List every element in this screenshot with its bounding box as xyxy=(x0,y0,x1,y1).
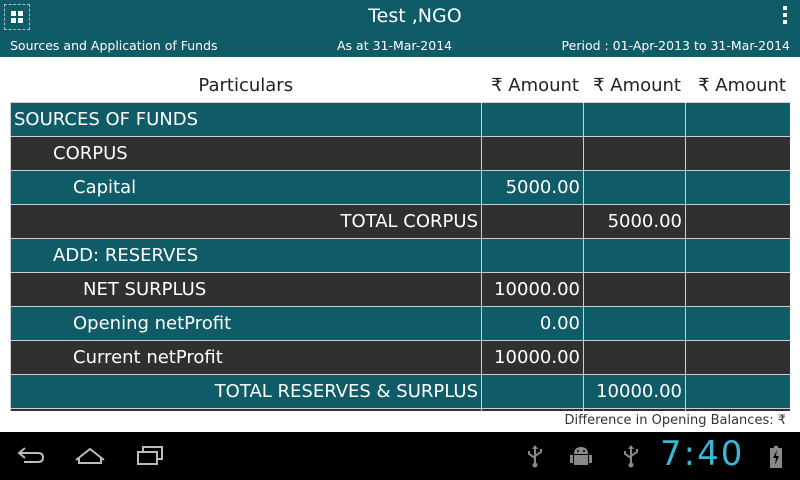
row-label: CORPUS xyxy=(11,137,482,171)
amount-cell xyxy=(584,137,686,171)
table-row[interactable] xyxy=(11,103,791,137)
amount-cell: 10000.00 xyxy=(482,341,584,375)
amount-cell xyxy=(482,239,584,273)
amount-cell xyxy=(482,137,584,171)
funds-table xyxy=(10,68,790,411)
recent-apps-icon[interactable] xyxy=(136,444,164,470)
amount-cell xyxy=(482,205,584,239)
amount-cell xyxy=(686,375,791,409)
amount-cell xyxy=(584,103,686,137)
status-clock: 7:40 xyxy=(660,434,745,474)
amount-cell: 10000.00 xyxy=(584,375,686,409)
amount-cell xyxy=(584,273,686,307)
column-header-particulars: Particulars xyxy=(11,68,482,103)
table-row[interactable] xyxy=(11,409,791,412)
amount-cell xyxy=(482,375,584,409)
android-debug-icon xyxy=(570,444,592,472)
row-label: NET SURPLUS xyxy=(11,273,482,307)
table-row[interactable] xyxy=(11,341,791,375)
amount-cell xyxy=(482,409,584,412)
row-label: TOTAL CORPUS xyxy=(11,205,482,239)
report-content xyxy=(0,57,800,432)
amount-cell xyxy=(686,409,791,412)
amount-cell xyxy=(584,171,686,205)
amount-cell xyxy=(482,103,584,137)
column-header-amount-1: ₹ Amount xyxy=(482,68,584,103)
report-period: Period : 01-Apr-2013 to 31-Mar-2014 xyxy=(561,38,790,53)
difference-opening-balances: Difference in Opening Balances: ₹ xyxy=(564,413,786,428)
column-header-amount-2: ₹ Amount xyxy=(584,68,686,103)
usb-icon xyxy=(622,444,640,472)
row-label: Opening netProfit xyxy=(11,307,482,341)
app-title: Test ,NGO xyxy=(368,5,462,27)
column-header-amount-3: ₹ Amount xyxy=(686,68,791,103)
amount-cell xyxy=(686,171,791,205)
table-row[interactable] xyxy=(11,375,791,409)
amount-cell xyxy=(584,307,686,341)
amount-cell: 0.00 xyxy=(482,307,584,341)
amount-cell: 5000.00 xyxy=(584,205,686,239)
battery-charging-icon xyxy=(770,446,782,472)
amount-cell xyxy=(686,273,791,307)
row-label xyxy=(11,409,482,412)
action-bar xyxy=(0,0,800,57)
amount-cell xyxy=(584,239,686,273)
row-label: Capital xyxy=(11,171,482,205)
table-row[interactable] xyxy=(11,239,791,273)
row-label: SOURCES OF FUNDS xyxy=(11,103,482,137)
amount-cell xyxy=(686,341,791,375)
report-table-scroll[interactable] xyxy=(10,68,790,411)
as-at-date: As at 31-Mar-2014 xyxy=(337,38,453,53)
amount-cell xyxy=(686,103,791,137)
table-row[interactable] xyxy=(11,205,791,239)
back-icon[interactable] xyxy=(16,444,46,470)
row-label: TOTAL RESERVES & SURPLUS xyxy=(11,375,482,409)
amount-cell: 10000.00 xyxy=(482,273,584,307)
amount-cell: 5000.00 xyxy=(482,171,584,205)
amount-cell xyxy=(584,341,686,375)
system-nav-bar xyxy=(0,432,800,480)
amount-cell xyxy=(584,409,686,412)
report-name: Sources and Application of Funds xyxy=(10,38,218,53)
table-row[interactable] xyxy=(11,171,791,205)
amount-cell xyxy=(686,205,791,239)
table-row[interactable] xyxy=(11,137,791,171)
amount-cell xyxy=(686,307,791,341)
home-icon[interactable] xyxy=(74,444,106,470)
row-label: ADD: RESERVES xyxy=(11,239,482,273)
amount-cell xyxy=(686,137,791,171)
usb-icon xyxy=(526,444,544,472)
table-row[interactable] xyxy=(11,273,791,307)
row-label: Current netProfit xyxy=(11,341,482,375)
table-header-row xyxy=(11,68,791,103)
amount-cell xyxy=(686,239,791,273)
table-row[interactable] xyxy=(11,307,791,341)
overflow-menu-icon[interactable] xyxy=(782,6,788,28)
